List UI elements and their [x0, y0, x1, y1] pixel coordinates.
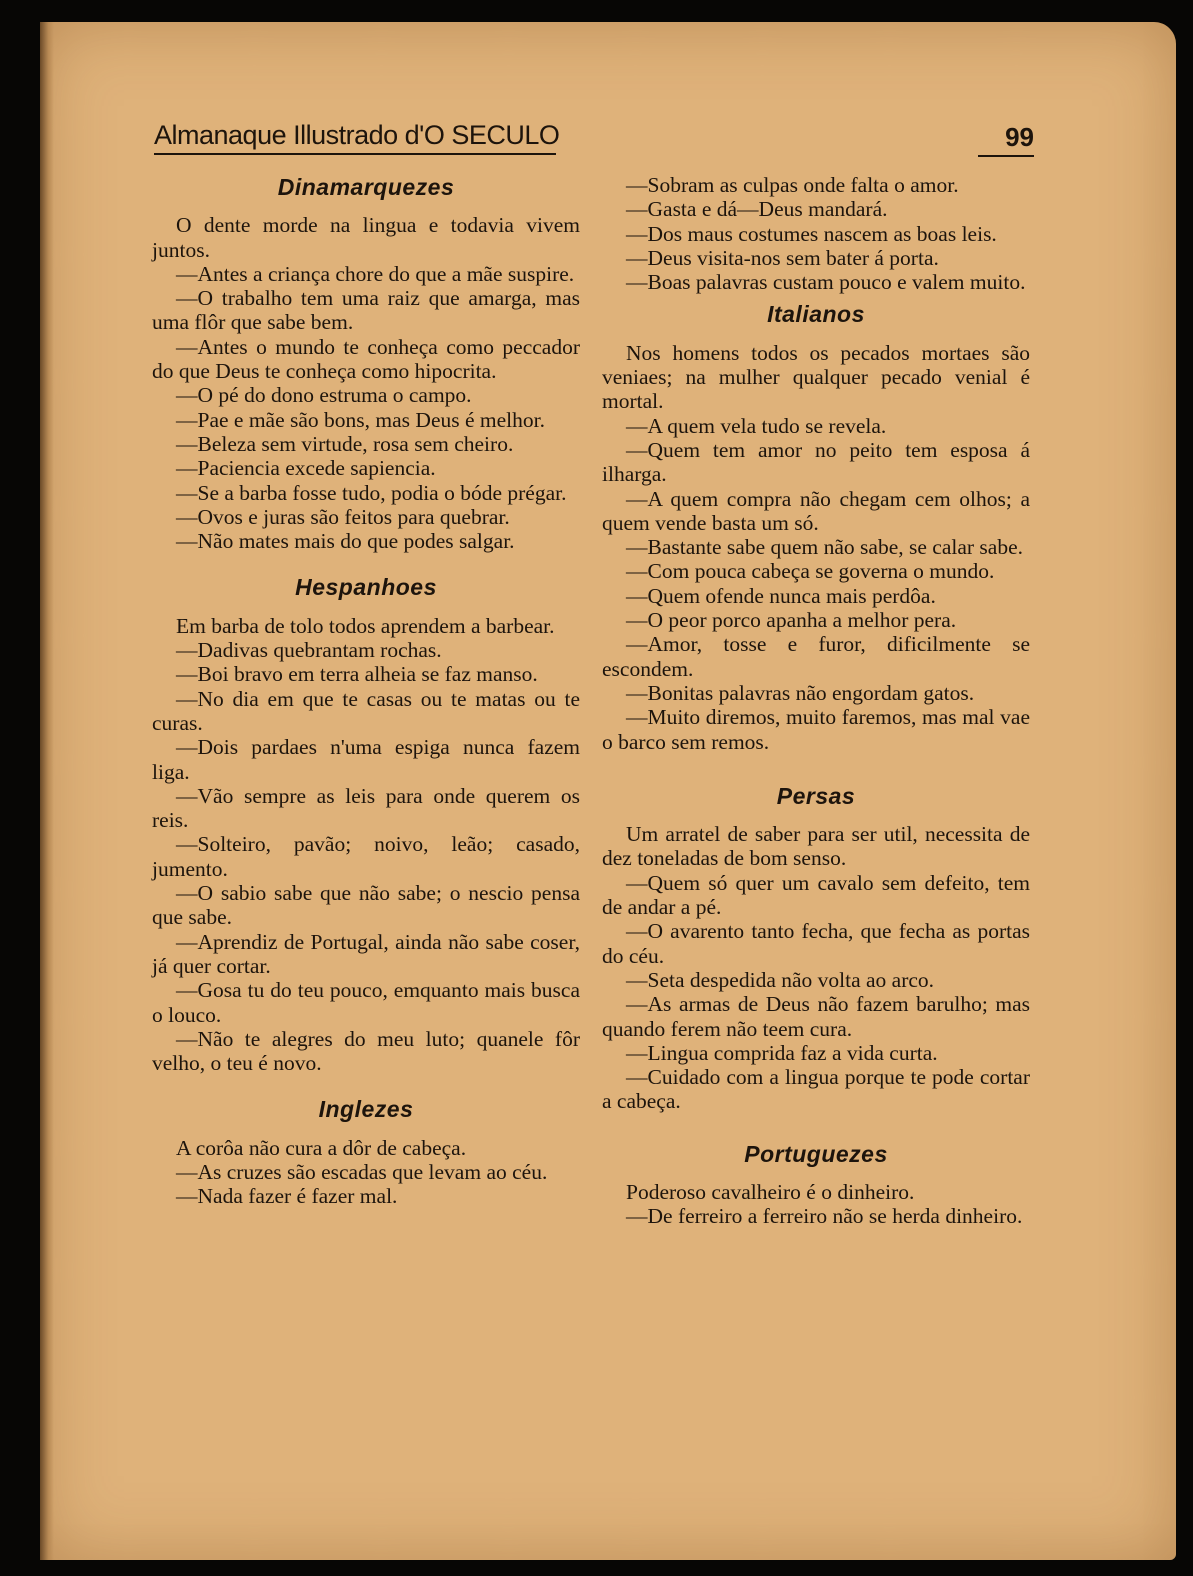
- proverb: O dente morde na lingua e todavia vivem juntos.: [152, 213, 580, 262]
- proverb: —Ovos e juras são feitos para quebrar.: [176, 504, 510, 529]
- proverb: —O avarento tanto fecha, que fecha as portas do céu.: [602, 919, 1030, 968]
- proverb: —Gosa tu do teu pouco, emquanto mais busca o louco.: [152, 978, 580, 1027]
- proverb: —Boi bravo em terra alheia se faz manso.: [176, 662, 538, 687]
- proverb: —De ferreiro a ferreiro não se herda dinheiro.: [626, 1204, 1023, 1229]
- proverb: —Cuidado com a lingua porque te pode cortar a cabeça.: [602, 1065, 1030, 1114]
- proverb: —Dois pardaes n'uma espiga nunca fazem liga.: [152, 735, 580, 784]
- proverb: Poderoso cavalheiro é o dinheiro.: [626, 1179, 915, 1204]
- proverb: —As armas de Deus não fazem barulho; mas quando ferem não teem cura.: [602, 992, 1030, 1041]
- proverb: —Antes a criança chore do que a mãe suspire.: [176, 261, 575, 286]
- proverb: —O peor porco apanha a melhor pera.: [626, 608, 957, 633]
- page-spine-edge: [40, 22, 54, 1560]
- proverb: —Bastante sabe quem não sabe, se calar sabe.: [626, 535, 1023, 560]
- proverb: —Se a barba fosse tudo, podia o bóde prégar.: [176, 480, 567, 505]
- proverb: —Não mates mais do que podes salgar.: [176, 529, 515, 554]
- proverb: —O trabalho tem uma raiz que amarga, mas uma flôr que sabe bem.: [152, 286, 580, 335]
- proverb: —As cruzes são escadas que levam ao céu.: [176, 1159, 548, 1184]
- proverb: —Bonitas palavras não engordam gatos.: [626, 680, 975, 705]
- proverb: —Gasta e dá—Deus mandará.: [626, 197, 888, 222]
- running-title: Almanaque Illustrado d'O SECULO: [154, 120, 556, 155]
- page-header: [154, 120, 1040, 160]
- proverb: —O pé do dono estruma o campo.: [176, 383, 472, 408]
- proverb: —Boas palavras custam pouco e valem muito.: [626, 270, 1026, 295]
- section-title-inglezes: Inglezes: [318, 1096, 414, 1123]
- proverb: —Deus visita-nos sem bater á porta.: [626, 245, 939, 270]
- proverb: —Amor, tosse e furor, dificilmente se escondem.: [602, 632, 1030, 681]
- proverb: —Lingua comprida faz a vida curta.: [626, 1040, 938, 1065]
- section-title-hespanhoes: Hespanhoes: [295, 574, 437, 601]
- proverb: —Dos maus costumes nascem as boas leis.: [626, 221, 997, 246]
- proverb: Em barba de tolo todos aprendem a barbear.: [176, 613, 555, 638]
- left-column: [152, 173, 580, 1209]
- proverb: —Aprendiz de Portugal, ainda não sabe coser, já quer cortar.: [152, 929, 580, 978]
- proverb: —Seta despedida não volta ao arco.: [626, 967, 935, 992]
- right-column: [602, 173, 1030, 1229]
- proverb: —Pae e mãe são bons, mas Deus é melhor.: [176, 407, 545, 432]
- proverb: —Solteiro, pavão; noivo, leão; casado, jumento.: [152, 832, 580, 881]
- proverb: —Beleza sem virtude, rosa sem cheiro.: [176, 431, 514, 456]
- proverb: —Sobram as culpas onde falta o amor.: [626, 173, 959, 197]
- section-title-persas: Persas: [776, 782, 856, 809]
- proverb: —Paciencia excede sapiencia.: [176, 456, 436, 481]
- proverb: —Antes o mundo te conheça como peccador do que Deus te conheça como hipocrita.: [152, 334, 580, 384]
- proverb: —O sabio sabe que não sabe; o nescio pensa que sabe.: [152, 881, 580, 930]
- proverb: —Vão sempre as leis para onde querem os reis.: [152, 783, 580, 833]
- proverb: A corôa não cura a dôr de cabeça.: [176, 1135, 467, 1160]
- proverb: —A quem compra não chegam cem olhos; a quem vende basta um só.: [602, 486, 1030, 535]
- proverb: —Nada fazer é fazer mal.: [176, 1184, 398, 1209]
- proverb: Nos homens todos os pecados mortaes são veniaes; na mulher qualquer pecado venial é mortal.: [602, 340, 1030, 414]
- proverb: Um arratel de saber para ser util, necessita de dez toneladas de bom senso.: [602, 822, 1030, 871]
- proverb: —Quem ofende nunca mais perdôa.: [626, 583, 936, 608]
- proverb: —Dadivas quebrantam rochas.: [176, 638, 442, 663]
- section-title-portuguezes: Portuguezes: [744, 1140, 888, 1167]
- proverb: —Com pouca cabeça se governa o mundo.: [626, 559, 995, 584]
- section-title-italianos: Italianos: [767, 301, 865, 328]
- section-title-dinamarquezes: Dinamarquezes: [277, 174, 455, 200]
- proverb: —No dia em que te casas ou te matas ou te curas.: [152, 686, 580, 735]
- proverb: —Não te alegres do meu luto; quanele fôr velho, o teu é novo.: [152, 1026, 580, 1076]
- proverb: —Muito diremos, muito faremos, mas mal vae o barco sem remos.: [602, 705, 1030, 754]
- page-number: 99: [978, 122, 1034, 157]
- proverb: —A quem vela tudo se revela.: [626, 413, 887, 438]
- proverb: —Quem tem amor no peito tem esposa á ilharga.: [602, 437, 1030, 487]
- proverb: —Quem só quer um cavalo sem defeito, tem de andar a pé.: [602, 870, 1030, 920]
